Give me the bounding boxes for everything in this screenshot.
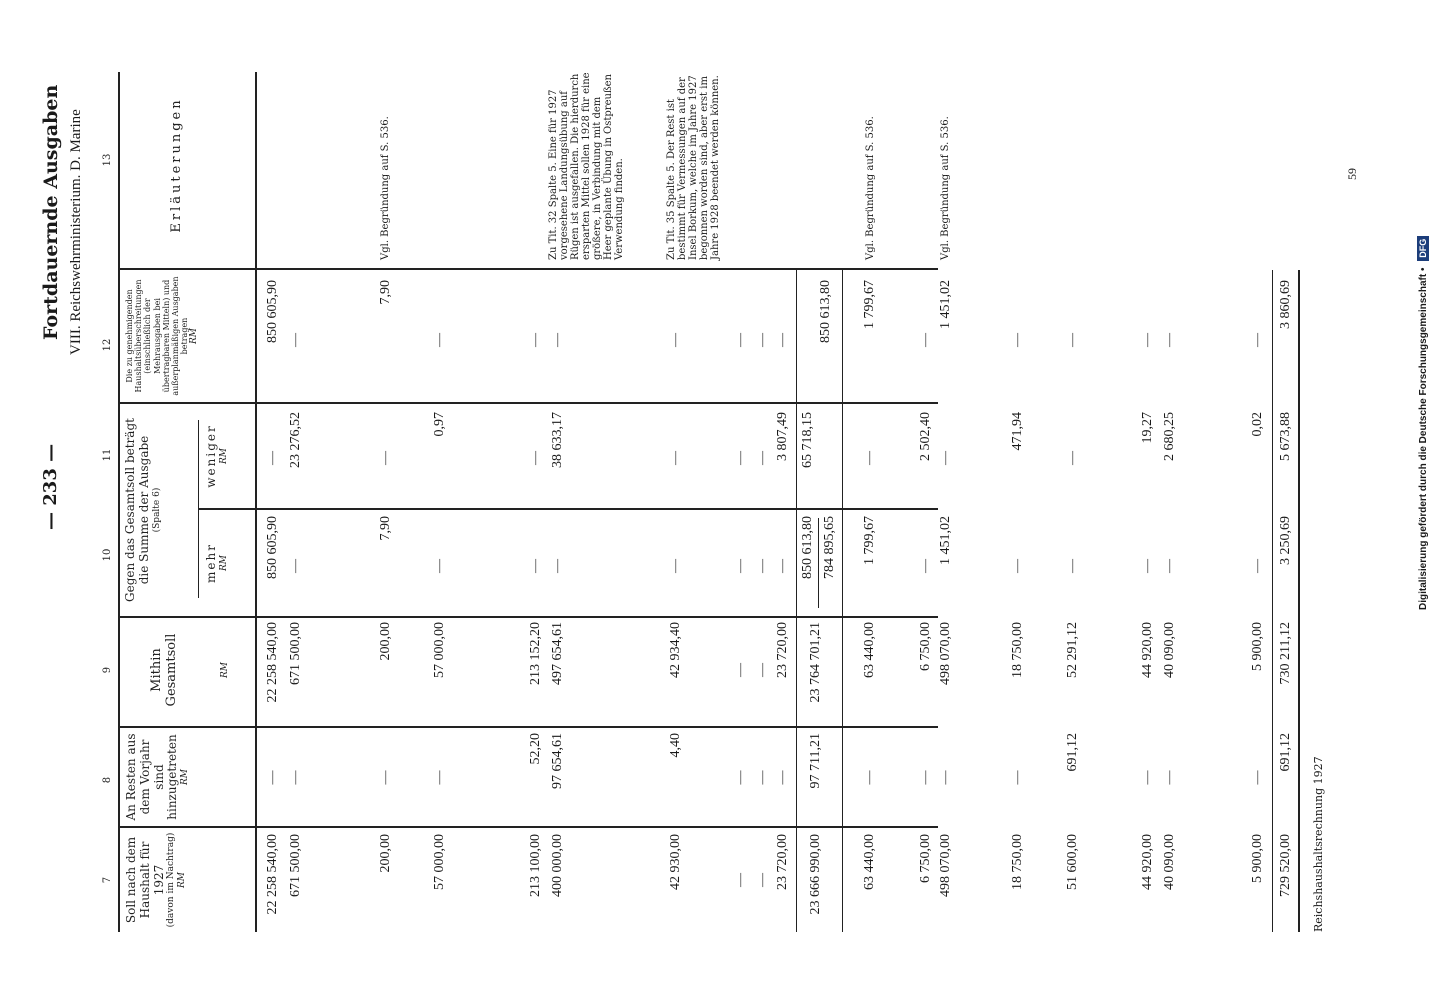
cell2-r7-c9: 5 900,00 xyxy=(1250,622,1265,671)
cell2-r6-c10: — xyxy=(1162,559,1177,573)
cell-r0-c12: 850 605,90 xyxy=(265,280,280,343)
colnum-9: 9 xyxy=(102,666,113,674)
cell2-r4-c12: — xyxy=(1065,333,1080,347)
header-col9 xyxy=(150,620,230,720)
header-bottom-rule xyxy=(255,72,257,932)
cell-r9-c9: 23 720,00 xyxy=(775,622,790,678)
cell2-r0-c11: — xyxy=(862,451,877,465)
page-subtitle: VIII. Reichswehrministerium. D. Marine xyxy=(68,109,84,355)
header-col7 xyxy=(125,830,187,930)
cell-r1-c8: — xyxy=(288,770,303,785)
page-title: Fortdauernde Ausgaben xyxy=(40,84,62,340)
subtotal-c12: 850 613,80 xyxy=(818,280,833,343)
header-col12 xyxy=(125,272,200,400)
page-ref: 59 xyxy=(1345,168,1359,180)
cell2-r0-c9: 63 440,00 xyxy=(862,622,877,678)
header-col10-11 xyxy=(124,410,162,610)
cell2-r1-c11: 2 502,40 xyxy=(918,412,933,461)
header-mehr-unit: RM xyxy=(218,555,229,571)
cell2-r2-c8: — xyxy=(938,770,953,785)
cell2-r2-c9: 498 070,00 xyxy=(938,622,953,685)
cell2-r2-c13: Vgl. Begründung auf S. 536. xyxy=(940,116,951,260)
cell-r6-c8: 4,40 xyxy=(668,733,683,758)
cell-r6-c7: 42 930,00 xyxy=(668,834,683,890)
cell2-r1-c8: — xyxy=(918,770,933,785)
cell-r0-c9: 22 258 540,00 xyxy=(265,622,280,703)
subtotal-top-rule xyxy=(796,270,797,932)
cell-r1-c11: 23 276,52 xyxy=(288,412,303,468)
cell2-r0-c12: 1 799,67 xyxy=(862,280,877,329)
cell-r3-c10: — xyxy=(432,559,447,573)
cell-r9-c12: — xyxy=(775,333,790,347)
cell-r0-c10: 850 605,90 xyxy=(265,516,280,579)
cell2-r0-c8: — xyxy=(862,770,877,785)
col-divider-7-8 xyxy=(118,827,938,829)
cell-r5-c7: 400 000,00 xyxy=(550,834,565,897)
cell2-r6-c9: 40 090,00 xyxy=(1162,622,1177,678)
cell2-r4-c10: — xyxy=(1065,559,1080,573)
cell2-r5-c11: 19,27 xyxy=(1140,412,1155,444)
cell2-r7-c7: 5 900,00 xyxy=(1250,834,1265,883)
cell-r6-c12: — xyxy=(668,333,683,347)
cell-r3-c9: 57 000,00 xyxy=(432,622,447,678)
header-col12-unit: RM xyxy=(189,328,200,344)
cell-r3-c7: 57 000,00 xyxy=(432,834,447,890)
cell2-r6-c12: — xyxy=(1162,333,1177,347)
cell2-r1-c9: 6 750,00 xyxy=(918,622,933,671)
header-top-rule xyxy=(118,72,120,932)
subtotal-bottom-rule xyxy=(842,270,843,932)
cell-r2-c9: 200,00 xyxy=(378,622,393,661)
cell2-r4-c9: 52 291,12 xyxy=(1065,622,1080,678)
cell2-r3-c10: — xyxy=(1010,559,1025,573)
total-c9: 730 211,12 xyxy=(1278,622,1293,685)
cell-r1-c12: — xyxy=(288,333,303,347)
cell-r7-c12: — xyxy=(733,333,748,347)
cell-r9-c7: 23 720,00 xyxy=(775,834,790,890)
cell2-r1-c10: — xyxy=(918,559,933,573)
total-c10: 3 250,69 xyxy=(1278,516,1293,565)
cell2-r1-c12: — xyxy=(918,333,933,347)
cell-r7-c9: — xyxy=(733,663,748,677)
colnum-7: 7 xyxy=(102,876,113,884)
cell-r4-c8: 52,20 xyxy=(528,733,543,765)
cell2-r7-c12: — xyxy=(1250,333,1265,347)
cell2-r1-c7: 6 750,00 xyxy=(918,834,933,883)
cell2-r3-c7: 18 750,00 xyxy=(1010,834,1025,890)
cell2-r2-c7: 498 070,00 xyxy=(938,834,953,897)
cell2-r3-c11: 471,94 xyxy=(1010,412,1025,451)
cell-r2-c8: — xyxy=(378,770,393,785)
header-col10-mehr xyxy=(205,511,229,615)
cell-r2-c7: 200,00 xyxy=(378,834,393,873)
header-col13 xyxy=(170,70,185,260)
colnum-8: 8 xyxy=(102,776,113,784)
header-col10-11-title: Gegen das Gesamtsoll beträgt die Summe der Ausgabe xyxy=(123,418,151,602)
cell2-r3-c12: — xyxy=(1010,333,1025,347)
header-col13-title: Erläuterungen xyxy=(169,97,184,233)
cell-r9-c10: — xyxy=(775,559,790,573)
header-col9-title: Mithin Gesamtsoll xyxy=(149,633,179,707)
cell2-r5-c12: — xyxy=(1140,333,1155,347)
cell2-r6-c11: 2 680,25 xyxy=(1162,412,1177,461)
header-col7-unit: RM xyxy=(176,872,187,888)
header-mehr-label: mehr xyxy=(204,543,218,583)
total-top-rule xyxy=(1272,270,1273,932)
digitization-note-text: Digitalisierung gefördert durch die Deutsche Forschungsgemeinschaft • xyxy=(1418,267,1429,610)
cell-r6-c11: — xyxy=(668,451,683,465)
total-c11: 5 673,88 xyxy=(1278,412,1293,461)
cell-r4-c9: 213 152,20 xyxy=(528,622,543,685)
header-col7-title: Soll nach dem Haushalt für 1927 xyxy=(124,836,166,924)
header-col7-sub: (davon im Nachtrag) xyxy=(166,832,177,928)
digitization-note xyxy=(1418,236,1429,610)
cell-r5-c11: 38 633,17 xyxy=(550,412,565,468)
cell-r0-c7: 22 258 540,00 xyxy=(265,834,280,915)
cell-r7-c11: — xyxy=(733,451,748,465)
colnum-10: 10 xyxy=(102,548,113,562)
cell2-r3-c9: 18 750,00 xyxy=(1010,622,1025,678)
cell-r8-c10: — xyxy=(755,559,770,573)
cell-r7-c10: — xyxy=(733,559,748,573)
cell2-r0-c13: Vgl. Begründung auf S. 536. xyxy=(865,116,876,260)
cell2-r5-c8: — xyxy=(1140,770,1155,785)
total-bottom-rule xyxy=(1298,270,1300,932)
header-col8-title: An Resten aus dem Vorjahr sind hinzugetreten xyxy=(124,733,180,821)
header-col10-11-sub: (Spalte 6) xyxy=(151,487,162,533)
subtotal-c10-rule xyxy=(818,518,819,608)
cell-r0-c8: — xyxy=(265,770,280,785)
col-divider-9-10 xyxy=(118,617,938,619)
cell2-r7-c10: — xyxy=(1250,559,1265,573)
subtotal-c10-bottom: 784 895,65 xyxy=(822,516,837,579)
cell-r8-c12: — xyxy=(755,333,770,347)
cell-r5-c10: — xyxy=(550,559,565,573)
cell-r3-c8: — xyxy=(432,770,447,785)
total-c8: 691,12 xyxy=(1278,733,1293,772)
cell-r5-c8: 97 654,61 xyxy=(550,733,565,789)
total-c12: 3 860,69 xyxy=(1278,280,1293,329)
cell-r1-c10: — xyxy=(288,559,303,573)
subtotal-c11: 65 718,15 xyxy=(800,412,815,468)
cell-r4-c11: — xyxy=(528,451,543,465)
cell2-r6-c8: — xyxy=(1162,770,1177,785)
cell2-r7-c11: 0,02 xyxy=(1250,412,1265,437)
cell-r7-c7: — xyxy=(733,873,748,887)
colnum-13: 13 xyxy=(102,153,113,167)
header-col9-unit: RM xyxy=(219,662,230,678)
cell-r3-c12: — xyxy=(432,333,447,347)
cell-r5-c13: Zu Tit. 32 Spalte 5. Eine für 1927 vorgesehene Landungsübung auf Rügen ist ausgefallen. Die hierdurch ersparten Mittel sollen 1928 für eine größere, in Verbindung mit dem Heer geplante Übung in Ostpreußen Verwendung finden. xyxy=(548,72,625,260)
cell-r6-c9: 42 934,40 xyxy=(668,622,683,678)
cell-r4-c7: 213 100,00 xyxy=(528,834,543,897)
cell-r8-c8: — xyxy=(755,770,770,785)
subtotal-c8: 97 711,21 xyxy=(808,733,823,789)
colnum-12: 12 xyxy=(102,338,113,352)
cell-r2-c11: — xyxy=(378,451,393,465)
footer-text: Reichshaushaltsrechnung 1927 xyxy=(1312,756,1325,932)
col-divider-8-9 xyxy=(118,727,938,729)
cell2-r0-c7: 63 440,00 xyxy=(862,834,877,890)
cell-r8-c11: — xyxy=(755,451,770,465)
cell-r4-c12: — xyxy=(528,333,543,347)
cell-r0-c11: — xyxy=(265,451,280,465)
header-col12-title: Die zu genehmigenden Haushaltsüberschreitungen (einschließlich der Mehrausgaben bei übertragbaren Mitteln) und außerplanmäßigen Ausgaben betragen xyxy=(125,276,190,396)
cell-r5-c12: — xyxy=(550,333,565,347)
cell2-r2-c12: 1 451,02 xyxy=(938,280,953,329)
total-c7: 729 520,00 xyxy=(1278,834,1293,897)
cell2-r0-c10: 1 799,67 xyxy=(862,516,877,565)
cell2-r5-c9: 44 920,00 xyxy=(1140,622,1155,678)
cell2-r5-c10: — xyxy=(1140,559,1155,573)
cell-r2-c12: 7,90 xyxy=(378,280,393,305)
header-col11-weniger xyxy=(205,404,229,508)
cell2-r5-c7: 44 920,00 xyxy=(1140,834,1155,890)
cell-r3-c11: 0,97 xyxy=(432,412,447,437)
cell-r7-c8: — xyxy=(733,770,748,785)
dfg-logo: DFG xyxy=(1417,236,1429,261)
cell-r5-c9: 497 654,61 xyxy=(550,622,565,685)
cell-r2-c10: 7,90 xyxy=(378,516,393,541)
cell2-r4-c8: 691,12 xyxy=(1065,733,1080,772)
cell-r8-c7: — xyxy=(755,873,770,887)
cell-r9-c11: 3 807,49 xyxy=(775,412,790,461)
col-divider-10-11 xyxy=(198,509,938,511)
col-divider-12-13 xyxy=(118,269,938,271)
cell-r4-c10: — xyxy=(528,559,543,573)
cell2-r2-c11: — xyxy=(938,451,953,465)
col-divider-11-12 xyxy=(118,403,938,405)
cell-r1-c9: 671 500,00 xyxy=(288,622,303,685)
cell-r8-c9: — xyxy=(755,663,770,677)
cell2-r6-c7: 40 090,00 xyxy=(1162,834,1177,890)
header-col8 xyxy=(125,732,191,822)
cell2-r7-c8: — xyxy=(1250,770,1265,785)
cell-r6-c10: — xyxy=(668,559,683,573)
subtotal-c10-top: 850 613,80 xyxy=(800,516,815,579)
header-weniger-label: weniger xyxy=(204,424,218,488)
header-col8-unit: RM xyxy=(180,769,191,785)
cell-r6-c13: Zu Tit. 35 Spalte 5. Der Rest ist bestimmt für Vermessungen auf der Insel Borkum, welche im Jahre 1927 begonnen worden sind, aber erst im Jahre 1928 beendet werden können. xyxy=(666,75,721,260)
cell-r1-c7: 671 500,00 xyxy=(288,834,303,897)
subtotal-c9: 23 764 701,21 xyxy=(808,622,823,703)
colnum-11: 11 xyxy=(102,448,113,462)
header-weniger-unit: RM xyxy=(218,448,229,464)
cell2-r4-c11: — xyxy=(1065,451,1080,465)
cell-r9-c8: — xyxy=(775,770,790,785)
page-number: — 233 — xyxy=(40,443,61,530)
cell2-r4-c7: 51 600,00 xyxy=(1065,834,1080,890)
cell2-r2-c10: 1 451,02 xyxy=(938,516,953,565)
cell2-r3-c8: — xyxy=(1010,770,1025,785)
subtotal-c7: 23 666 990,00 xyxy=(808,834,823,915)
cell-r2-c13: Vgl. Begründung auf S. 536. xyxy=(380,116,391,260)
